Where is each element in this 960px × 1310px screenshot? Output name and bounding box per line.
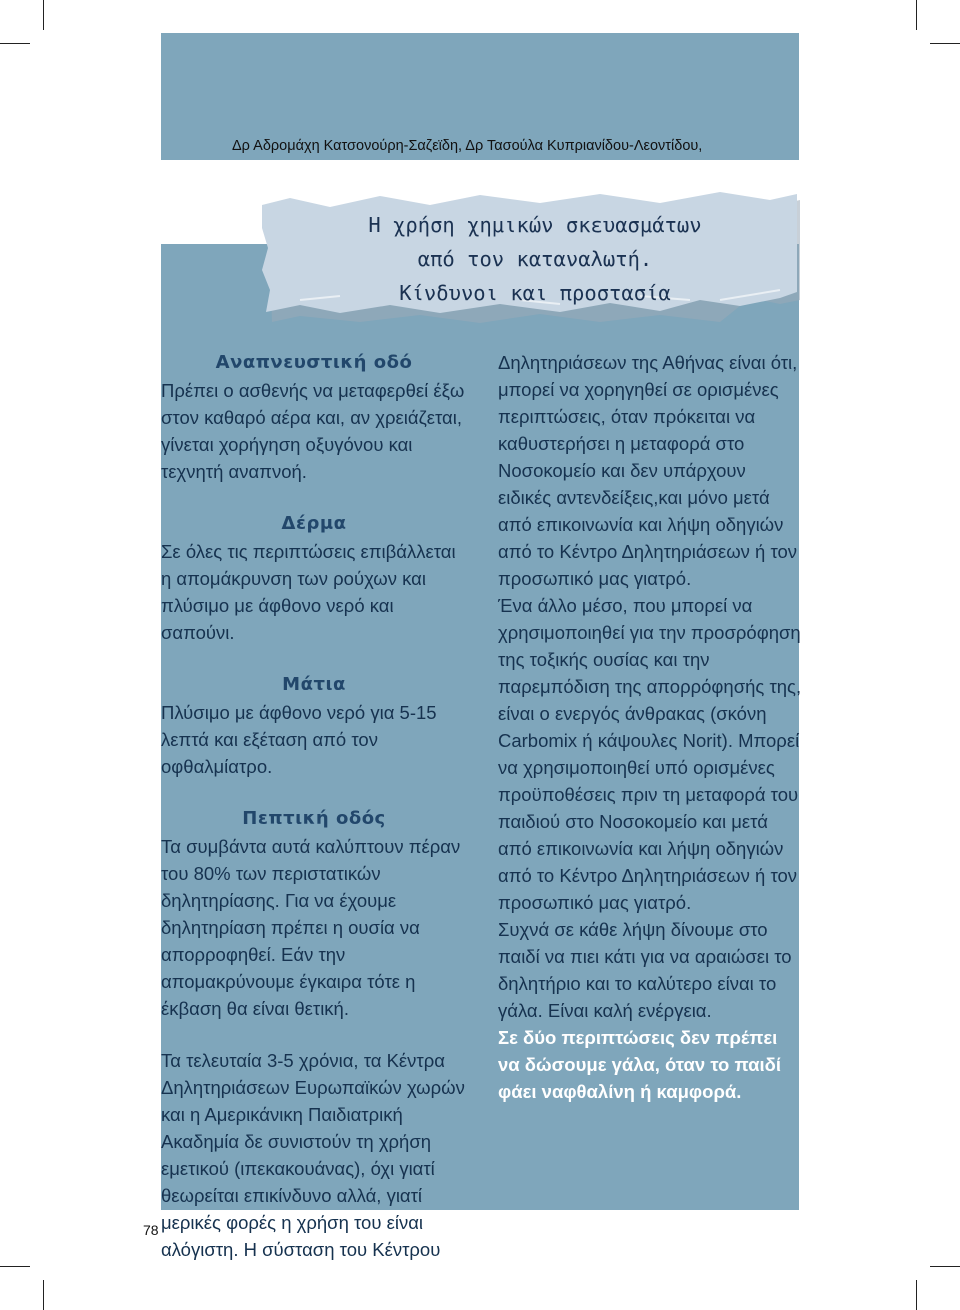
section-text: Πλύσιμο με άφθονο νερό για 5-15 λεπτά και εξέταση από τον οφθαλμίατρο. bbox=[161, 702, 437, 777]
section-heading: Αναπνευστική οδό bbox=[215, 352, 413, 373]
section-text: Πρέπει ο ασθενής να μεταφερθεί έξω στον καθαρό αέρα και, αν χρειάζεται, γίνεται χορήγηση οξυγόνου και τεχνητή αναπνοή. bbox=[161, 380, 465, 482]
title-line-2: από τον καταναλωτή. bbox=[417, 247, 653, 271]
section-eyes bbox=[161, 671, 467, 780]
crop-mark bbox=[916, 1280, 917, 1310]
section-skin bbox=[161, 510, 467, 646]
section-text: Σε όλες τις περιπτώσεις επιβάλλεται η απομάκρυνση των ρούχων και πλύσιμο με άφθονο νερό και σαπούνι. bbox=[161, 541, 456, 643]
closing-paragraph: Τα τελευταία 3-5 χρόνια, τα Κέντρα Δηλητηριάσεων Ευρωπαϊκών χωρών και η Αμερικάνικη Παιδιατρική Ακαδημία δε συνιστούν τη χρήση εμετικού (ιπεκακουάνας), όχι γιατί θεωρείται επικίνδυνο αλλά, γιατί μερικές φορές η χρήση του είναι αλόγιστη. Η σύσταση του Κέντρου bbox=[161, 1050, 465, 1260]
page-number: 78 bbox=[143, 1222, 159, 1238]
authors-line: Δρ Αδρομάχη Κατσονούρη-Σαζεϊδη, Δρ Τασούλα Κυπριανίδου-Λεοντίδου, bbox=[232, 138, 703, 154]
section-heading: Πεπτική οδός bbox=[242, 808, 386, 829]
section-heading: Δέρμα bbox=[281, 513, 347, 534]
section-text: Τα συμβάντα αυτά καλύπτουν πέραν του 80% των περιστατικών δηλητηρίασης. Για να έχουμε δηλητηρίαση πρέπει η ουσία να απορροφηθεί. Εάν την απομακρύνουμε έγκαιρα τότε η έκβαση θα είναι θετική. bbox=[161, 836, 461, 1019]
section-heading: Μάτια bbox=[282, 674, 346, 695]
section-respiratory bbox=[161, 349, 467, 485]
crop-mark bbox=[0, 1266, 30, 1267]
title-line-1: Η χρήση χημικών σκευασμάτων bbox=[368, 213, 702, 237]
right-column bbox=[498, 349, 802, 1105]
paragraph-ipecac-advice: Δηλητηριάσεων της Αθήνας είναι ότι, μπορεί να χορηγηθεί σε ορισμένες περιπτώσεις, όταν πρόκειται να καθυστερήσει η μεταφορά στο Νοσοκομείο και δεν υπάρχουν ειδικές αντενδείξεις,και μόνο μετά από επικοινωνία και λήψη οδηγιών από το Κέντρο Δηλητηριάσεων ή τον προσωπικό μας γιατρό. bbox=[498, 352, 798, 589]
left-column bbox=[161, 349, 467, 1263]
paragraph-activated-charcoal: Ένα άλλο μέσο, που μπορεί να χρησιμοποιηθεί για την προσρόφηση της τοξικής ουσίας και την παρεμπόδιση της απορρόφησής της, είναι ο ενεργός άνθρακας (σκόνη Carbomix ή κάψουλες Norit). Μπορεί να χρησιμοποιηθεί υπό ορισμένες προϋποθέσεις πριν τη μεταφορά του παιδιού στο Νοσοκομείο και μετά από επικοινωνία και λήψη οδηγιών από το Κέντρο Δηλητηριάσεων ή τον προσωπικό μας γιατρό. bbox=[498, 595, 802, 913]
paragraph-milk: Συχνά σε κάθε λήψη δίνουμε στο παιδί να πιει κάτι για να αραιώσει το δηλητήριο και το καλύτερο είναι το γάλα. Είναι καλή ενέργεια. bbox=[498, 919, 792, 1021]
crop-mark bbox=[930, 1266, 960, 1267]
title-line-3: Κίνδυνοι και προστασία bbox=[399, 281, 671, 305]
article-title bbox=[300, 208, 770, 310]
crop-mark bbox=[43, 1280, 44, 1310]
section-digestive bbox=[161, 805, 467, 1022]
warning-paragraph: Σε δύο περιπτώσεις δεν πρέπει να δώσουμε γάλα, όταν το παιδί φάει ναφθαλίνη ή καμφορά. bbox=[498, 1027, 782, 1102]
